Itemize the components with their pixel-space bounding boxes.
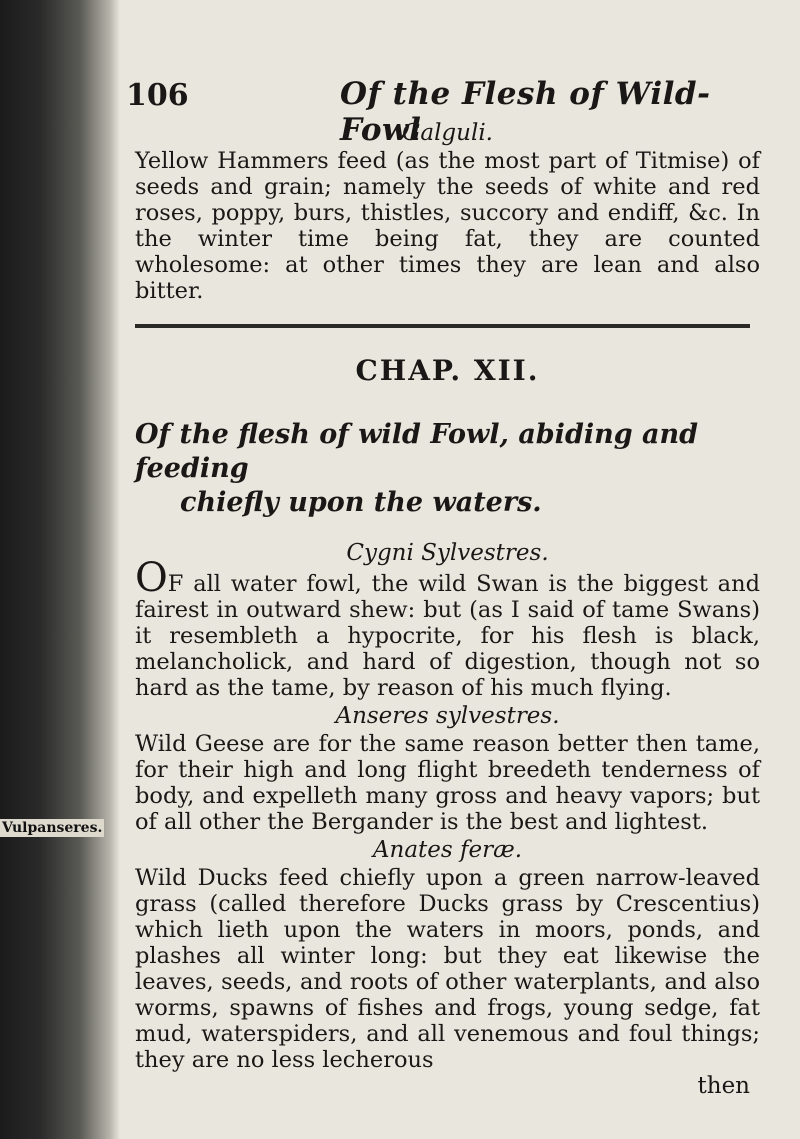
page-number: 106: [126, 78, 189, 113]
chapter-title-line1: Of the flesh of wild Fowl, abiding and feeding: [135, 419, 698, 484]
book-binding-shadow: [0, 0, 120, 1139]
catchword: then: [697, 1073, 750, 1099]
paragraph-yellow-hammers: Yellow Hammers feed (as the most part of Titmise) of seeds and grain; namely the seeds of white and red roses, poppy, burs, thistles, succory and endiff, &c. In the winter time being fat, they are counted wholesome: at other times they are lean and also bitter.: [135, 148, 760, 304]
book-page: [120, 0, 800, 1139]
subtitle-anates: Anates feræ.: [372, 837, 523, 863]
paragraph-swan: OF all water fowl, the wild Swan is the biggest and fairest in outward shew: but (as I said of tame Swans) it resembleth a hypocrite, for his flesh is black, melancholick, and hard of digestion, though not so hard as the tame, by reason of his much flying.: [135, 555, 760, 701]
section-divider: [135, 324, 750, 328]
section-subtitle: Galguli.: [401, 120, 493, 146]
running-head: Of the Flesh of Wild-Fowl: [340, 76, 711, 148]
paragraph-wild-geese: Wild Geese are for the same reason better then tame, for their high and long flight breedeth tenderness of body, and expelleth many gross and heavy vapors; but of all other the Bergander is the best and lightest.: [135, 731, 760, 835]
subtitle-anseres: Anseres sylvestres.: [335, 703, 560, 729]
chapter-title-line2: chiefly upon the waters.: [180, 487, 542, 518]
paragraph-wild-ducks: Wild Ducks feed chiefly upon a green narrow-leaved grass (called therefore Ducks grass by Crescentius) which lieth upon the waters in moors, ponds, and plashes all winter long: but they eat likewise the leaves, seeds, and roots of other waterplants, and also worms, spawns of fishes and frogs, young sedge, fat mud, waterspiders, and all venemous and foul things; they are no less lecherous: [135, 865, 760, 1073]
subtitle-cygni: Cygni Sylvestres.: [346, 540, 549, 566]
margin-note: Vulpanseres.: [2, 820, 103, 836]
page-text: [135, 118, 760, 1099]
chapter-heading: CHAP. XII.: [355, 354, 540, 387]
chapter-title: [135, 418, 760, 520]
